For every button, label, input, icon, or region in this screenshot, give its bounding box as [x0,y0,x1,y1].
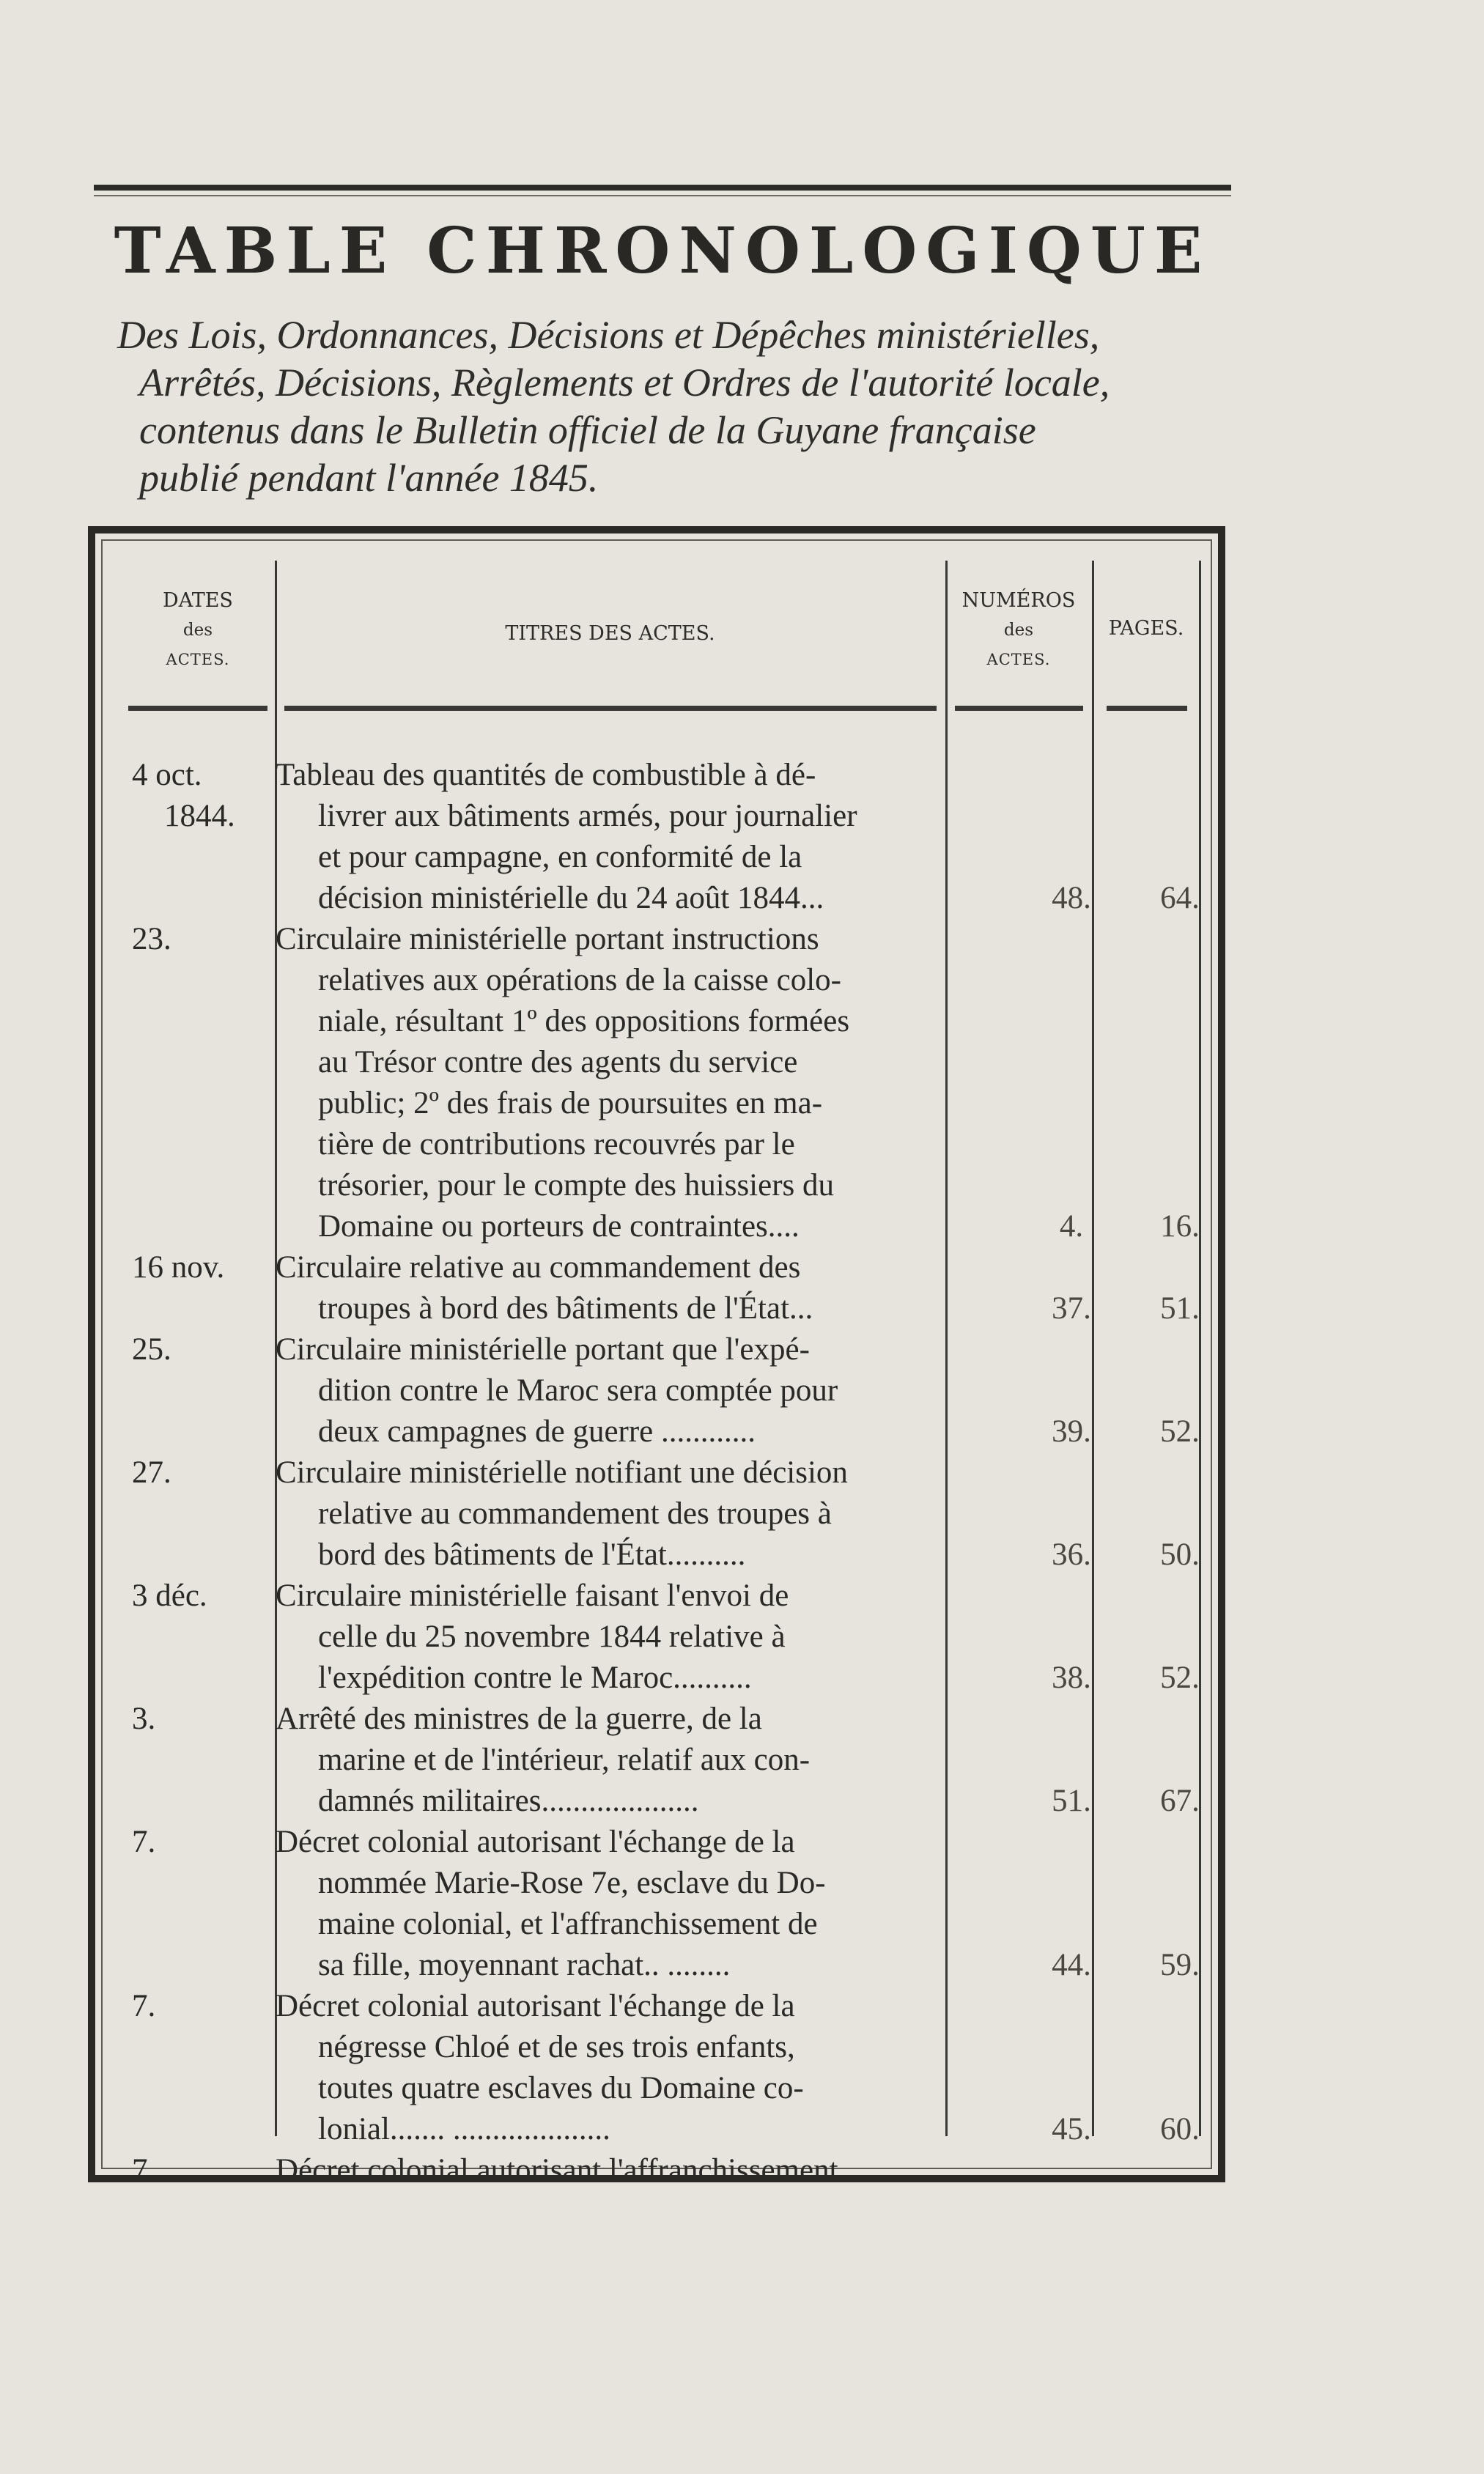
row-title-line: Circulaire ministérielle portant que l'expé- [276,1332,810,1367]
row-numero: 4. [1059,1209,1084,1244]
row-line [110,1042,1209,1083]
row-date: 23. [132,922,171,956]
row-page: 16. [1160,1209,1200,1244]
header-dates [125,586,271,674]
row-page: 52. [1160,1414,1200,1449]
row-title-line: Domaine ou porteurs de contraintes.... [318,1209,800,1244]
row-date: 27. [132,1455,171,1490]
row-numero: 36. [1052,1537,1091,1572]
header-numeros-line: des [1003,621,1034,640]
header-dates-line: DATES [163,589,233,612]
row-title-line: Tableau des quantités de combustible à dé- [276,758,816,792]
row-line [110,796,1209,837]
row-date: 4 oct. [132,758,202,792]
row-line [110,2109,1209,2150]
header-separator [128,706,267,711]
table-row [110,1329,1209,1452]
table-row [110,2150,1209,2191]
row-line [110,1740,1209,1781]
header-numeros-line: NUMÉROS [961,589,1076,612]
row-date: 3 déc. [132,1578,207,1613]
row-line [110,1904,1209,1945]
row-line [110,1247,1209,1288]
row-line [110,878,1209,919]
table-row [110,1699,1209,1822]
row-title-line: lonial....... .................... [318,2112,610,2146]
row-numero: 45. [1052,2112,1091,2146]
row-numero: 39. [1052,1414,1091,1449]
row-line [110,1206,1209,1247]
subtitle [117,311,1231,502]
header-titres: TITRES DES ACTES. [505,622,715,645]
subtitle-line: Arrêtés, Décisions, Règlements et Ordres de l'autorité locale, [139,361,1110,405]
row-title-line: livrer aux bâtiments armés, pour journalier [318,799,857,833]
row-date: 16 nov. [132,1250,225,1285]
row-date: 25. [132,1332,171,1367]
table-row [110,1247,1209,1329]
table-row [110,919,1209,1247]
row-line [110,1411,1209,1452]
row-title-line: celle du 25 novembre 1844 relative à [318,1620,786,1654]
header-numeros-line: ACTES. [986,651,1051,668]
row-date: 7. [132,1825,156,1859]
row-line [110,960,1209,1001]
row-title-line: nommée Marie-Rose 7e, esclave du Do- [318,1866,826,1900]
row-title-line: l'expédition contre le Maroc.......... [318,1661,752,1695]
row-line [110,1452,1209,1493]
subtitle-line: contenus dans le Bulletin officiel de la Guyane française [139,408,1036,452]
table-row [110,1822,1209,1986]
table-row [110,755,1209,919]
row-page: 52. [1160,1661,1200,1695]
row-page: 59. [1160,1948,1200,1982]
header-numeros [949,586,1088,674]
header-dates-line: ACTES. [166,651,230,668]
row-line [110,1329,1209,1370]
row-line [110,1535,1209,1576]
row-title-line: Circulaire ministérielle portant instructions [276,922,819,956]
row-date: 3. [132,1702,156,1736]
row-title-line: troupes à bord des bâtiments de l'État... [318,1291,813,1326]
row-title-line: damnés militaires.................... [318,1784,699,1818]
row-title-line: négresse Chloé et de ses trois enfants, [318,2030,795,2064]
row-line [110,755,1209,796]
row-line [110,1822,1209,1863]
row-line [110,1863,1209,1904]
row-line [110,1986,1209,2027]
row-title-line: bord des bâtiments de l'État.......... [318,1537,746,1572]
subtitle-line: Des Lois, Ordonnances, Décisions et Dépêches ministérielles, [117,313,1100,357]
row-numero: 48. [1052,881,1091,915]
row-line [110,1945,1209,1986]
row-page: 50. [1160,1537,1200,1572]
row-date: 1844. [164,799,235,833]
row-title-line: au Trésor contre des agents du service [318,1045,798,1079]
table-row [110,1452,1209,1576]
row-line [110,1370,1209,1411]
row-line [110,1001,1209,1042]
row-line [110,1124,1209,1165]
row-numero: 37. [1052,1291,1091,1326]
header-pages: PAGES. [1108,617,1184,640]
header-separator [1107,706,1187,711]
row-numero: 51. [1052,1784,1091,1818]
row-title-line: dition contre le Maroc sera comptée pour [318,1373,838,1408]
row-line [110,919,1209,960]
row-line [110,2027,1209,2068]
row-title-line: Arrêté des ministres de la guerre, de la [276,1702,762,1736]
row-title-line: Décret colonial autorisant l'affranchissement [276,2153,838,2187]
row-title-line: Décret colonial autorisant l'échange de la [276,1825,795,1859]
row-title-line: marine et de l'intérieur, relatif aux con- [318,1743,811,1777]
row-line [110,837,1209,878]
row-line [110,1576,1209,1617]
subtitle-line: publié pendant l'année 1845. [139,456,599,500]
row-title-line: et pour campagne, en conformité de la [318,840,802,874]
row-title-line: public; 2º des frais de poursuites en ma- [318,1086,823,1120]
page-title: TABLE CHRONOLOGIQUE [114,214,1211,288]
row-title-line: maine colonial, et l'affranchissement de [318,1907,818,1941]
row-title-line: deux campagnes de guerre ............ [318,1414,756,1449]
row-title-line: Circulaire ministérielle notifiant une décision [276,1455,848,1490]
row-page: 60. [1160,2112,1200,2146]
row-line [110,2150,1209,2191]
row-line [110,2068,1209,2109]
row-line [110,1617,1209,1658]
row-page: 67. [1160,1784,1200,1818]
row-line [110,1165,1209,1206]
row-title-line: niale, résultant 1º des oppositions formées [318,1004,850,1038]
row-page: 51. [1160,1291,1200,1326]
row-title-line: relative au commandement des troupes à [318,1496,832,1531]
row-line [110,1699,1209,1740]
row-title-line: Circulaire relative au commandement des [276,1250,801,1285]
table-row [110,1576,1209,1699]
row-title-line: Circulaire ministérielle faisant l'envoi de [276,1578,789,1613]
row-title-line: relatives aux opérations de la caisse colo- [318,963,841,997]
row-date: 7. [132,2153,156,2187]
top-rule-thin [94,195,1231,196]
header-separator [955,706,1083,711]
row-title-line: Décret colonial autorisant l'échange de la [276,1989,795,2023]
row-page: 64. [1160,881,1200,915]
table-body [110,755,1209,2191]
row-line [110,1658,1209,1699]
table-row [110,1986,1209,2150]
row-title-line: trésorier, pour le compte des huissiers du [318,1168,835,1203]
row-line [110,1781,1209,1822]
row-title-line: tière de contributions recouvrés par le [318,1127,795,1162]
row-line [110,1493,1209,1535]
top-rule [94,185,1231,191]
row-numero: 44. [1052,1948,1091,1982]
header-separator [284,706,937,711]
row-numero: 38. [1052,1661,1091,1695]
row-date: 7. [132,1989,156,2023]
row-line [110,1288,1209,1329]
row-title-line: décision ministérielle du 24 août 1844... [318,881,824,915]
row-title-line: toutes quatre esclaves du Domaine co- [318,2071,804,2105]
header-dates-line: des [182,621,213,640]
row-title-line: sa fille, moyennant rachat.. ........ [318,1948,731,1982]
row-line [110,1083,1209,1124]
